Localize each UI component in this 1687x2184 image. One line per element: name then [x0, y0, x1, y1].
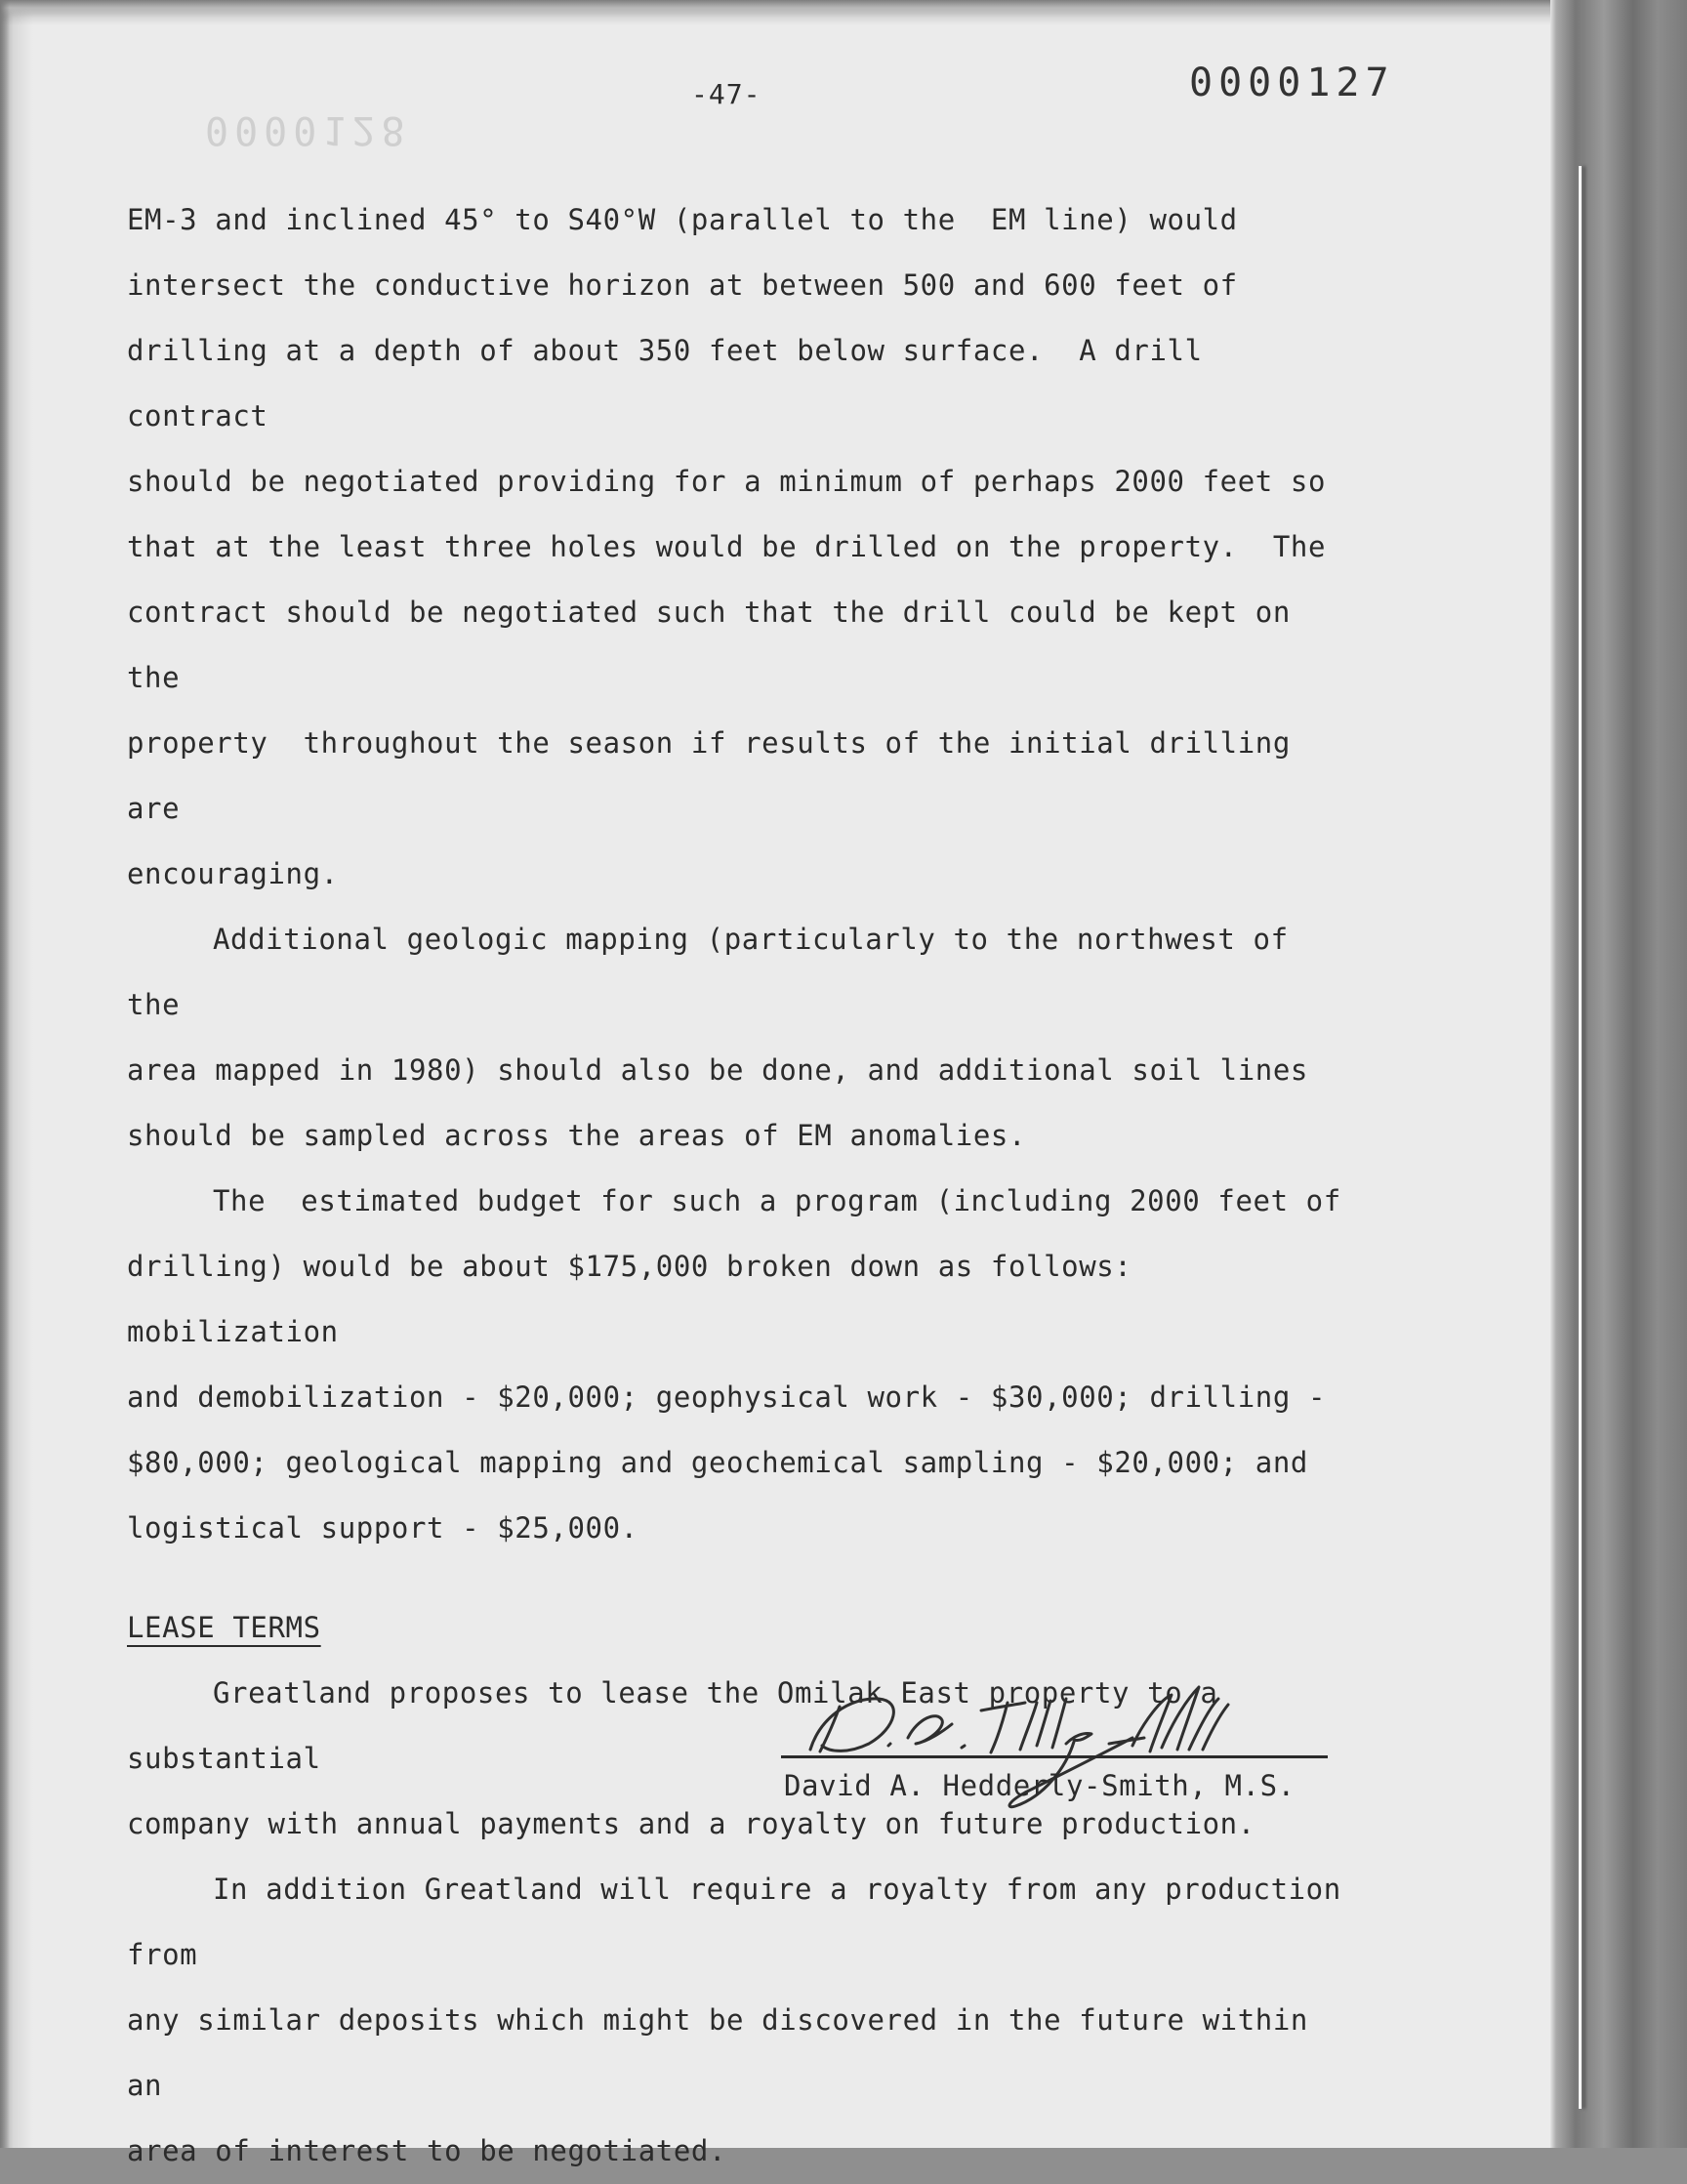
- signer-name: David A. Hedderly-Smith, M.S.: [784, 1769, 1296, 1802]
- scan-top-edge: [0, 0, 1562, 18]
- paragraph-lease: Greatland proposes to lease the Omilak East property to a substantial company with annual payments and a royalty on future production.: [127, 1676, 1255, 1840]
- document-id-stamp: 0000127: [1189, 61, 1395, 105]
- signature-line: [781, 1755, 1328, 1758]
- page-fold-line: [1579, 166, 1582, 2109]
- page-number: -47-: [691, 78, 761, 110]
- section-spacer: [127, 1561, 1347, 1593]
- bleed-through-id: 0000128: [205, 107, 411, 152]
- scan-left-edge: [0, 0, 10, 2148]
- paragraph-royalty: In addition Greatland will require a royalty from any production from any similar deposits which might be discovered in the future within an area of interest to be negotiated.: [127, 1873, 1341, 2167]
- signature-block: [781, 1660, 1337, 1826]
- paragraph-budget: The estimated budget for such a program (including 2000 feet of drilling) would be about $175,000 broken down as follows: mobilization and demobilization - $20,000; geophysical work - $30,000; drilling - $80,000; geological mapping and geochemical sampling - $20,000; and logistical support - $25,000.: [127, 1184, 1341, 1545]
- scan-right-edge: [1550, 0, 1687, 2148]
- paragraph-drilling: EM-3 and inclined 45° to S40°W (parallel to the EM line) would intersect the conductive horizon at between 500 and 600 feet of drilling at a depth of about 350 feet below surface. A drill contract should be negotiated providing for a minimum of perhaps 2000 feet so that at the least three holes would be drilled on the property. The contract should be negotiated such that the drill could be kept on the property throughout the season if results of the initial drilling are encouraging.: [127, 203, 1327, 890]
- paragraph-mapping: Additional geologic mapping (particularly to the northwest of the area mapped in 1980) should also be done, and additional soil lines should be sampled across the areas of EM anomalies.: [127, 923, 1308, 1152]
- body-text: [127, 187, 1347, 2184]
- lease-terms-heading: LEASE TERMS: [127, 1611, 321, 1644]
